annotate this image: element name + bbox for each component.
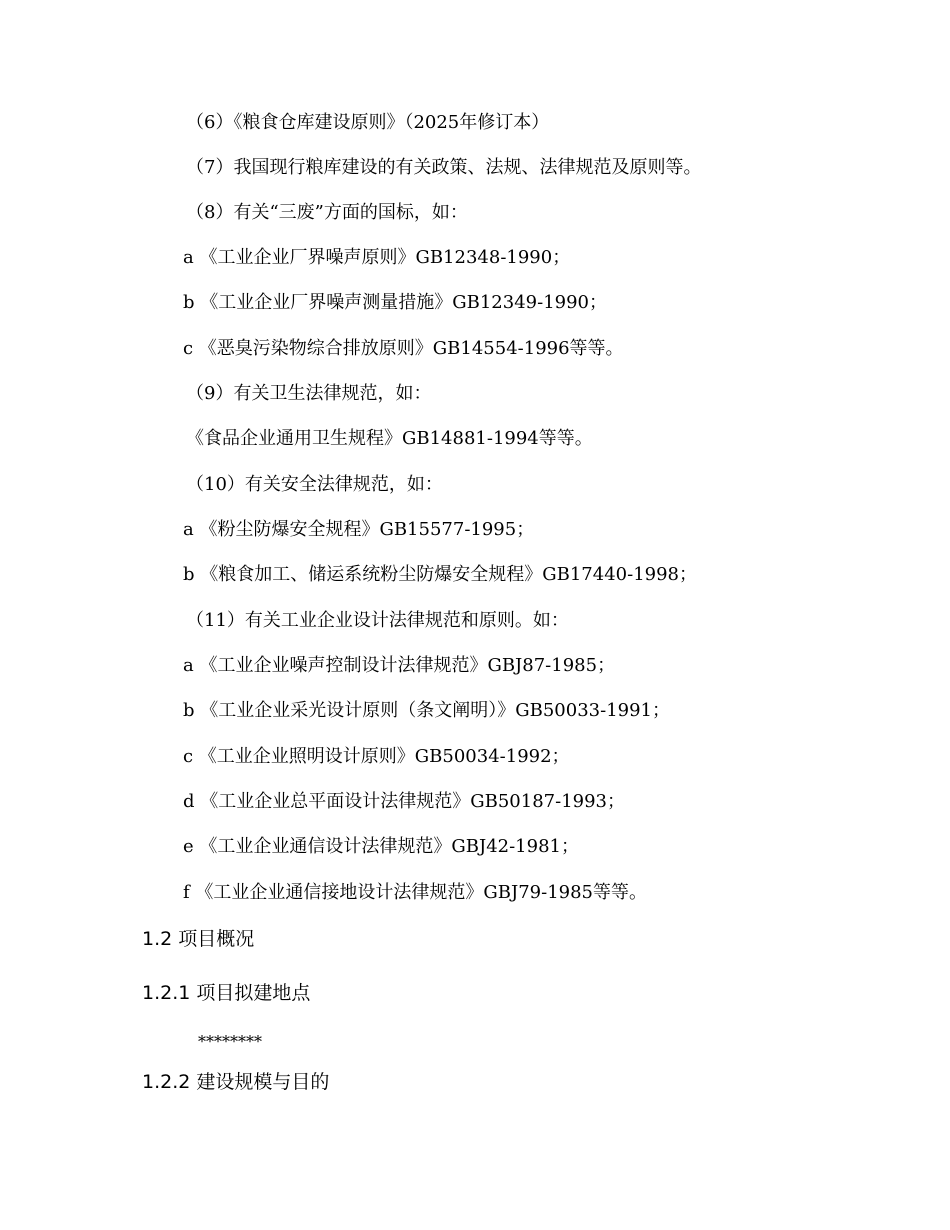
list-item: （7）我国现行粮库建设的有关政策、法规、法律规范及原则等。: [186, 157, 702, 178]
list-item: a 《粉尘防爆安全规程》GB15577-1995；: [183, 519, 535, 540]
list-item: f 《工业企业通信接地设计法律规范》GBJ79-1985等等。: [183, 882, 647, 903]
list-item: c 《工业企业照明设计原则》GB50034-1992；: [183, 746, 570, 767]
location-placeholder: ********: [198, 1032, 262, 1051]
list-item: （8）有关“三废”方面的国标，如：: [186, 202, 468, 223]
section-heading-1-2: 1.2 项目概况: [142, 928, 255, 950]
list-item: a 《工业企业噪声控制设计法律规范》GBJ87-1985；: [183, 655, 616, 676]
list-item: （9）有关卫生法律规范，如：: [186, 383, 432, 404]
list-item: b 《工业企业厂界噪声测量措施》GB12349-1990；: [183, 292, 608, 313]
list-item: b 《工业企业采光设计原则（条文阐明）》GB50033-1991；: [183, 700, 670, 721]
list-item: （11）有关工业企业设计法律规范和原则。如：: [186, 610, 569, 631]
list-item: b 《粮食加工、储运系统粉尘防爆安全规程》GB17440-1998；: [183, 564, 697, 585]
section-heading-1-2-1: 1.2.1 项目拟建地点: [142, 982, 311, 1004]
list-item: a 《工业企业厂界噪声原则》GB12348-1990；: [183, 247, 571, 268]
list-item: （10）有关安全法律规范，如：: [186, 474, 443, 495]
list-item: d 《工业企业总平面设计法律规范》GB50187-1993；: [183, 791, 626, 812]
list-item: e 《工业企业通信设计法律规范》GBJ42-1981；: [183, 836, 579, 857]
section-heading-1-2-2: 1.2.2 建设规模与目的: [142, 1071, 330, 1093]
list-item: c 《恶臭污染物综合排放原则》GB14554-1996等等。: [183, 338, 624, 359]
list-item: 《食品企业通用卫生规程》GB14881-1994等等。: [186, 428, 593, 449]
list-item: （6）《粮食仓库建设原则》（2025年修订本）: [186, 112, 550, 133]
